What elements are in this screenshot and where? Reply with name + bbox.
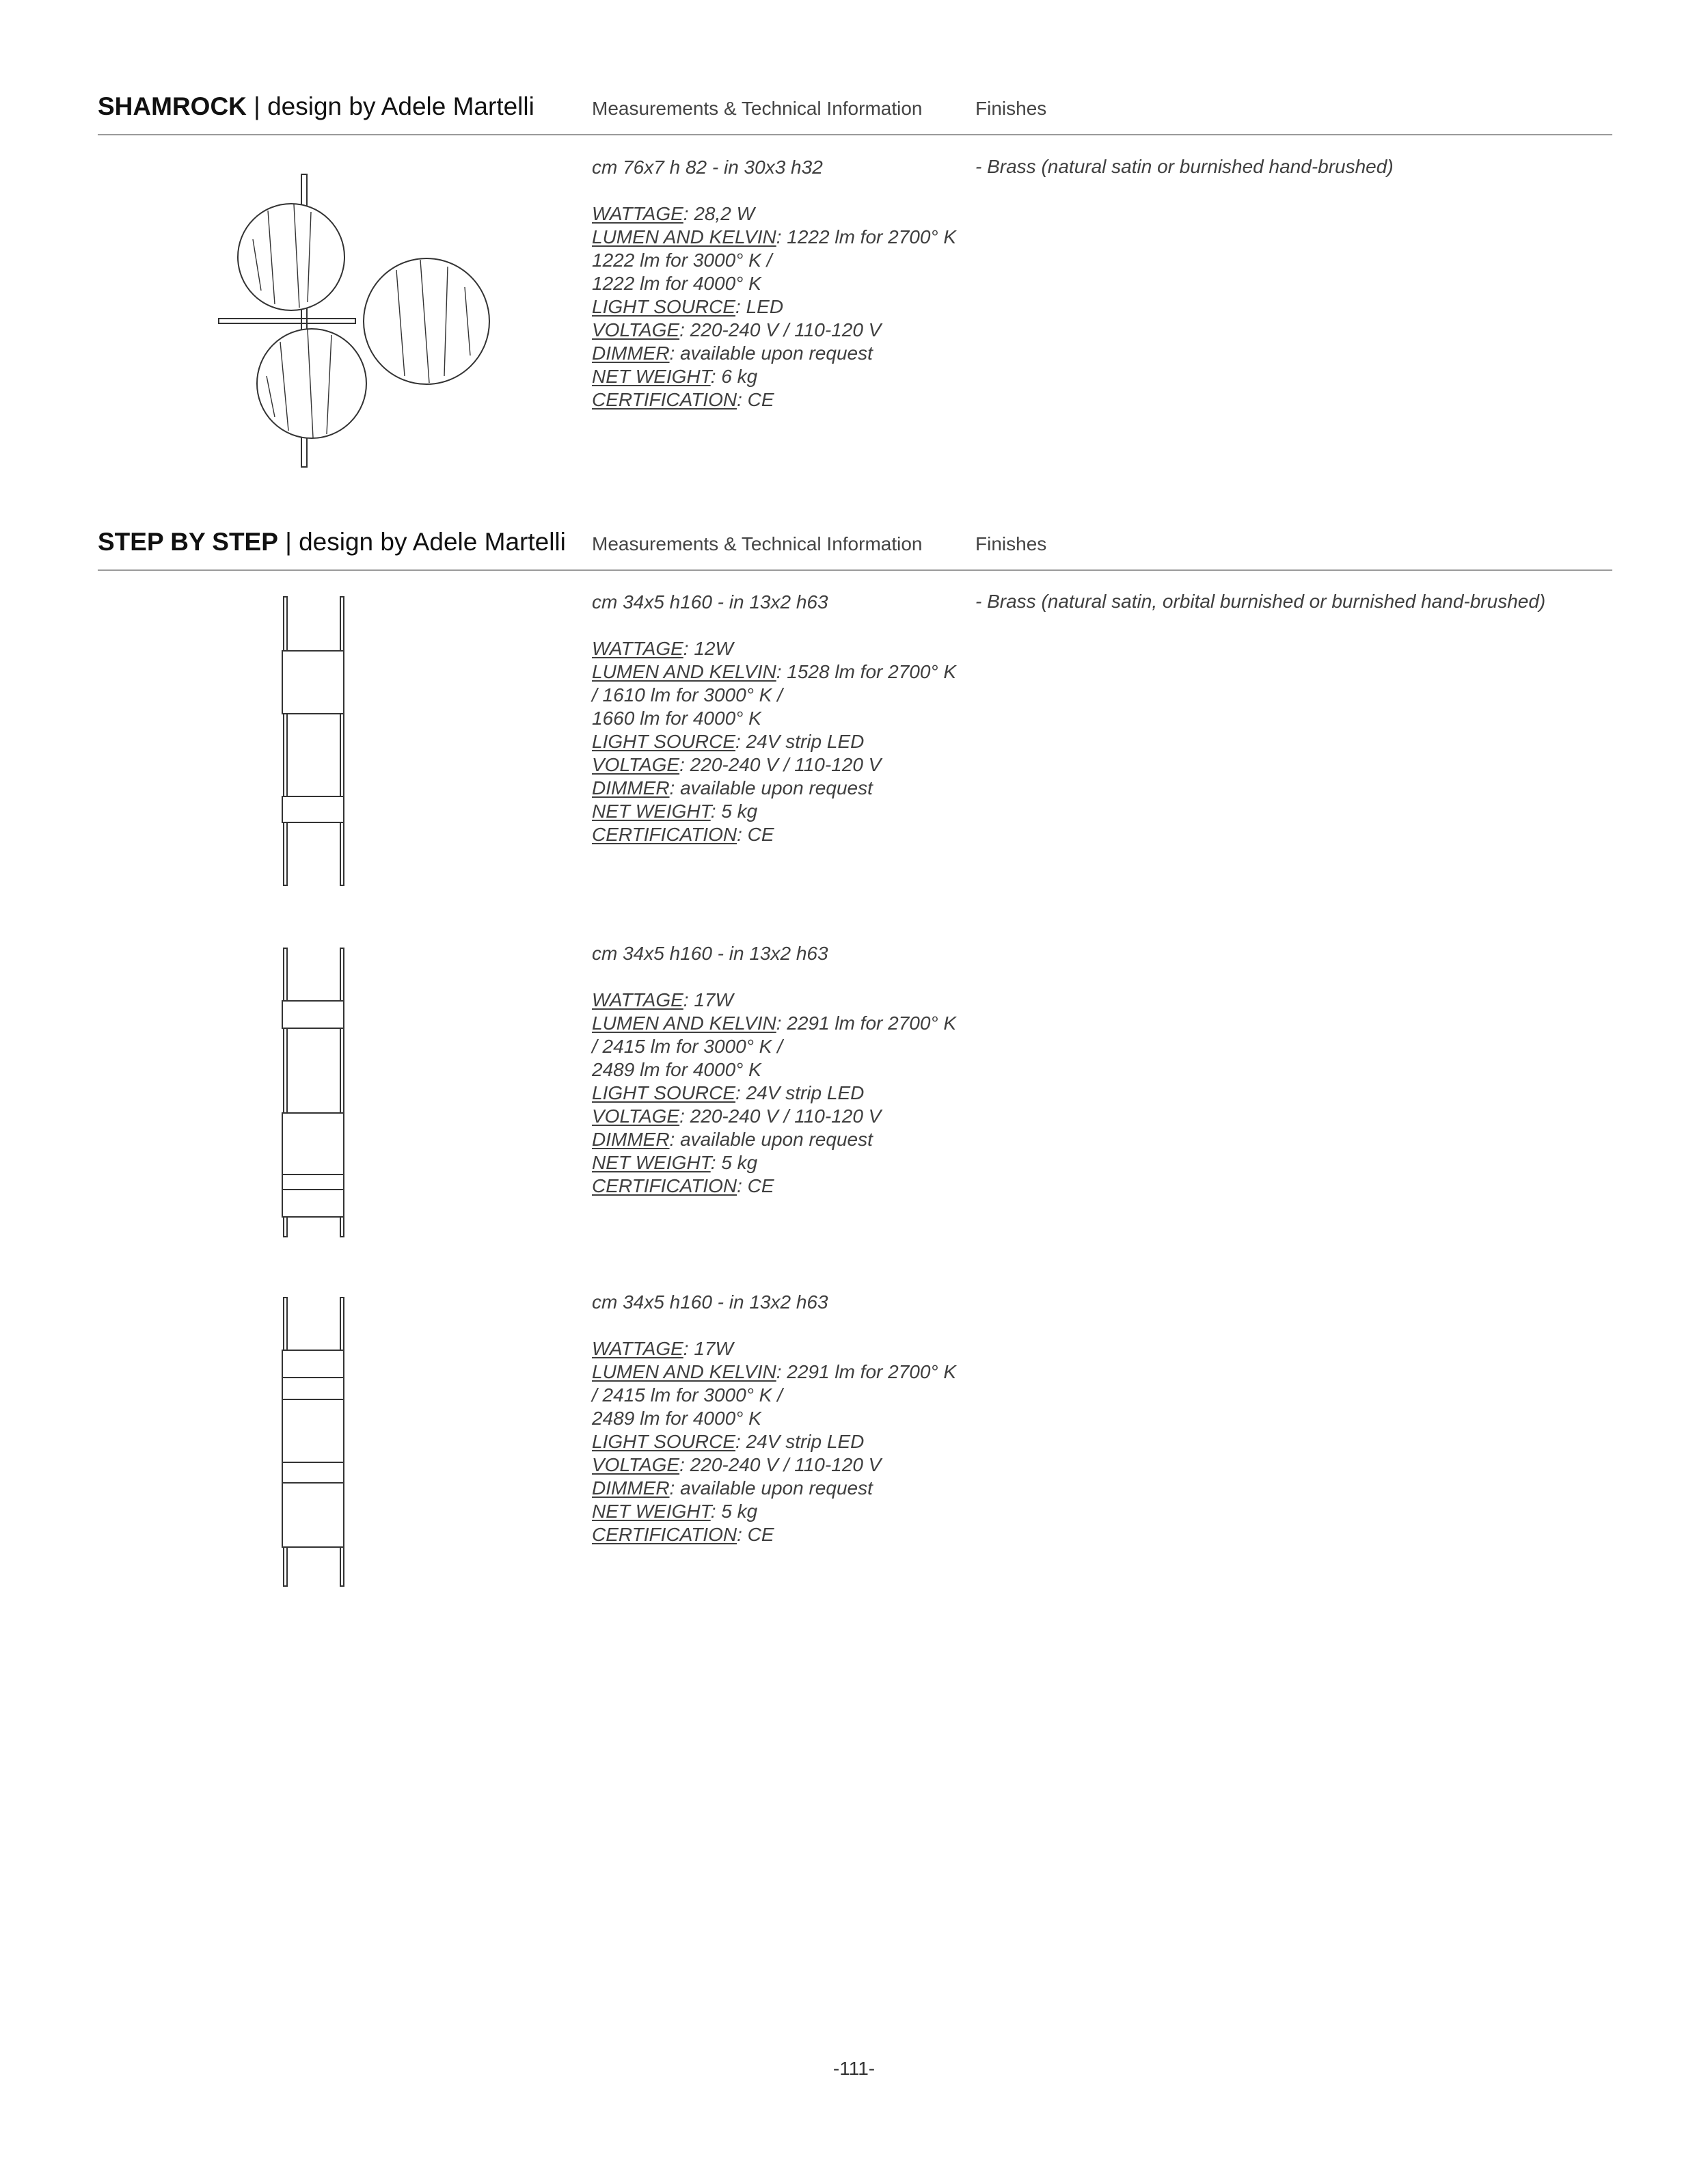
spec-lumen-cont: 1222 lm for 4000° K (592, 273, 761, 294)
measurements-column-header: Measurements & Technical Information (592, 533, 923, 554)
lamp-module (282, 1483, 344, 1547)
spec-certification: CERTIFICATION: CE (592, 1524, 774, 1545)
measurements-column-header: Measurements & Technical Information (592, 98, 923, 119)
spec-certification: CERTIFICATION: CE (592, 389, 774, 410)
spec-lumen-kelvin: LUMEN AND KELVIN: 2291 lm for 2700° K (592, 1012, 957, 1034)
lamp-module (282, 1190, 344, 1217)
spec-wattage: WATTAGE: 12W (592, 638, 733, 659)
spec-voltage: VOLTAGE: 220-240 V / 110-120 V (592, 1454, 882, 1475)
spec-net-weight: NET WEIGHT: 5 kg (592, 1501, 758, 1522)
spec-voltage: VOLTAGE: 220-240 V / 110-120 V (592, 1105, 882, 1127)
spec-net-weight: NET WEIGHT: 6 kg (592, 366, 758, 387)
spec-lumen-kelvin: LUMEN AND KELVIN: 1528 lm for 2700° K (592, 661, 957, 682)
spec-dimmer: DIMMER: available upon request (592, 1129, 873, 1150)
spec-block (592, 591, 956, 846)
page-number: -111- (832, 2058, 876, 2079)
spec-net-weight: NET WEIGHT: 5 kg (592, 1152, 758, 1173)
spec-lumen-cont: 2489 lm for 4000° K (592, 1408, 761, 1429)
spec-block (592, 1291, 956, 1546)
spec-light-source: LIGHT SOURCE: LED (592, 296, 784, 317)
spec-lumen-cont: / 1610 lm for 3000° K / (592, 684, 783, 706)
step-by-step-drawing (277, 1294, 345, 1589)
lamp-module (282, 651, 344, 714)
product-title (98, 528, 566, 556)
spec-wattage: WATTAGE: 17W (592, 989, 733, 1010)
product-name: SHAMROCK (98, 92, 247, 120)
spec-light-source: LIGHT SOURCE: 24V strip LED (592, 1431, 865, 1452)
spec-net-weight: NET WEIGHT: 5 kg (592, 801, 758, 822)
spec-dimmer: DIMMER: available upon request (592, 1477, 873, 1499)
lamp-module (282, 1462, 344, 1483)
lamp-rod (340, 597, 344, 885)
spec-lumen-cont: / 2415 lm for 3000° K / (592, 1036, 783, 1057)
lamp-rod (284, 597, 287, 885)
lamp-module (282, 1399, 344, 1462)
spec-certification: CERTIFICATION: CE (592, 1175, 774, 1196)
shamrock-drawing (212, 171, 499, 472)
finish-text: - Brass (natural satin or burnished hand-brushed) (975, 156, 1394, 177)
dimensions: cm 34x5 h160 - in 13x2 h63 (592, 943, 828, 964)
spec-light-source: LIGHT SOURCE: 24V strip LED (592, 1082, 865, 1103)
lamp-disc (257, 329, 366, 438)
step-by-step-drawing (277, 593, 345, 889)
finish-text: - Brass (natural satin, orbital burnished or burnished hand-brushed) (975, 591, 1546, 612)
spec-lumen-cont: 1660 lm for 4000° K (592, 708, 761, 729)
lamp-module (282, 1113, 344, 1175)
spec-dimmer: DIMMER: available upon request (592, 777, 873, 799)
dimensions: cm 76x7 h 82 - in 30x3 h32 (592, 157, 823, 178)
spec-wattage: WATTAGE: 17W (592, 1338, 733, 1359)
dimensions: cm 34x5 h160 - in 13x2 h63 (592, 591, 828, 613)
spec-block (592, 942, 956, 1198)
product-name: STEP BY STEP (98, 528, 278, 556)
spec-wattage: WATTAGE: 28,2 W (592, 203, 755, 224)
lamp-module (282, 1001, 344, 1028)
spec-voltage: VOLTAGE: 220-240 V / 110-120 V (592, 319, 882, 340)
product-title (98, 92, 534, 121)
spec-certification: CERTIFICATION: CE (592, 824, 774, 845)
lamp-disc (238, 204, 344, 310)
designer-credit: | design by Adele Martelli (285, 528, 566, 556)
spec-light-source: LIGHT SOURCE: 24V strip LED (592, 731, 865, 752)
step-by-step-drawing (277, 945, 345, 1240)
spec-lumen-kelvin: LUMEN AND KELVIN: 2291 lm for 2700° K (592, 1361, 957, 1382)
finishes-column-header: Finishes (975, 98, 1047, 119)
spec-dimmer: DIMMER: available upon request (592, 343, 873, 364)
spec-voltage: VOLTAGE: 220-240 V / 110-120 V (592, 754, 882, 775)
spec-lumen-cont: / 2415 lm for 3000° K / (592, 1384, 783, 1406)
spec-block (592, 156, 956, 412)
designer-credit: | design by Adele Martelli (254, 92, 534, 120)
finishes-column-header: Finishes (975, 533, 1047, 554)
lamp-module (282, 1350, 344, 1378)
section-divider (98, 134, 1612, 135)
spec-lumen-cont: 2489 lm for 4000° K (592, 1059, 761, 1080)
dimensions: cm 34x5 h160 - in 13x2 h63 (592, 1291, 828, 1313)
spec-lumen-cont: 1222 lm for 3000° K / (592, 250, 772, 271)
lamp-module (282, 1175, 344, 1190)
spec-lumen-kelvin: LUMEN AND KELVIN: 1222 lm for 2700° K (592, 226, 957, 247)
lamp-module (282, 1378, 344, 1399)
section-divider (98, 569, 1612, 571)
lamp-disc (364, 258, 489, 384)
lamp-horizontal-bar (219, 319, 355, 323)
lamp-module (282, 796, 344, 822)
